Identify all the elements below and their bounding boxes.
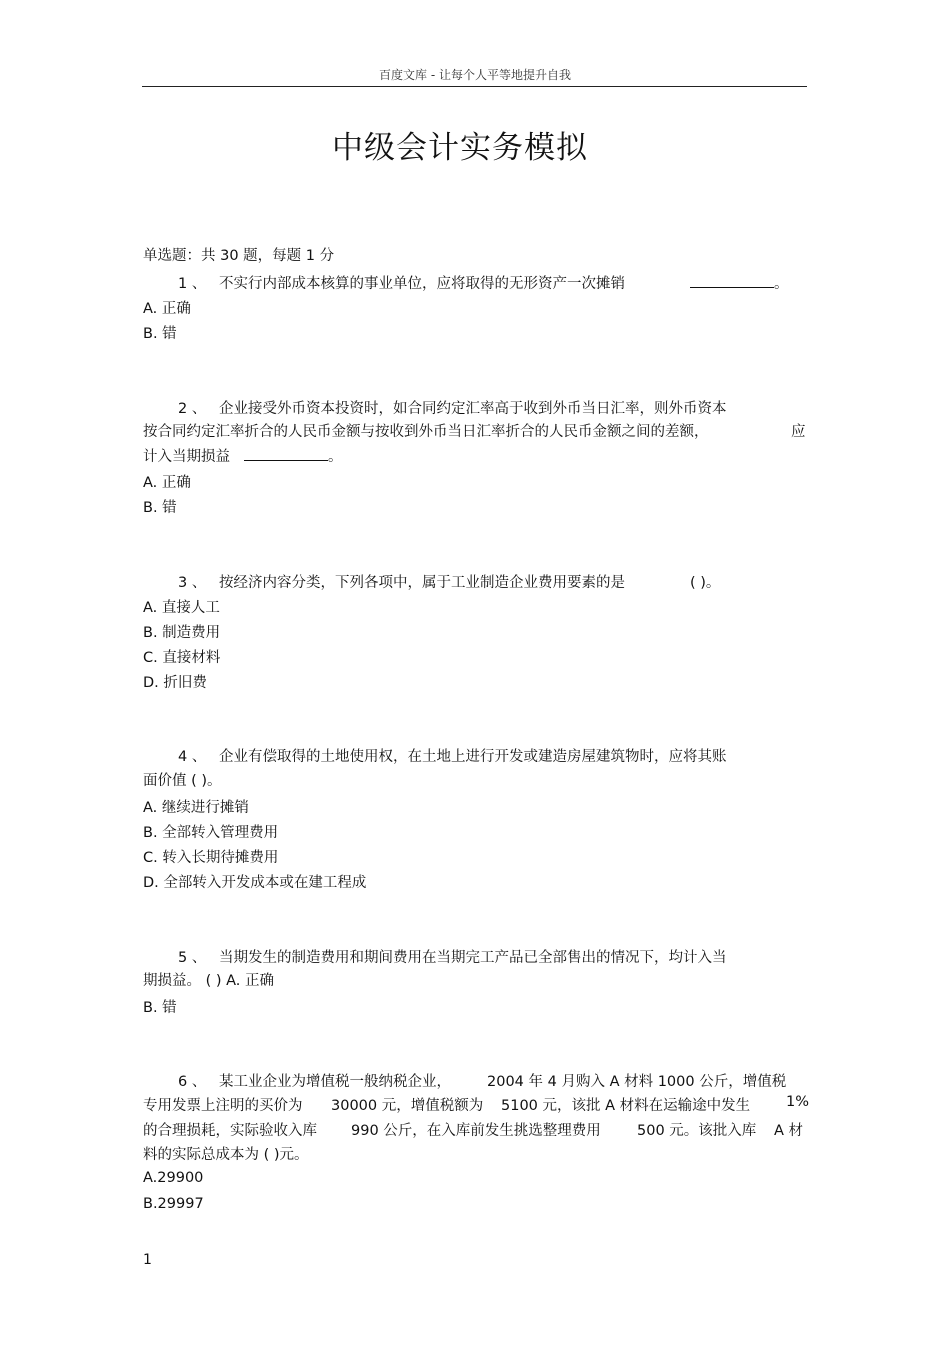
- section-intro: 单选题：共 30 题，每题 1 分: [143, 248, 335, 264]
- q5-option-b: B. 错: [143, 1000, 177, 1016]
- q3-text: 按经济内容分类，下列各项中，属于工业制造企业费用要素的是: [219, 575, 625, 591]
- q4-line2: 面价值 ( )。: [143, 773, 222, 789]
- q2-line3: 计入当期损益 。: [143, 449, 343, 465]
- q5-number: 5 、: [178, 950, 207, 966]
- q6-line3-part4: A 材: [774, 1123, 804, 1139]
- q6-line4: 料的实际总成本为 ( )元。: [143, 1147, 309, 1163]
- q4-number: 4 、: [178, 749, 207, 765]
- q2-option-a: A. 正确: [143, 475, 191, 491]
- q1-blank: 。: [690, 272, 789, 293]
- q2-option-b: B. 错: [143, 500, 177, 516]
- q6-option-b: B.29997: [143, 1196, 204, 1212]
- q4-option-b: B. 全部转入管理费用: [143, 825, 279, 841]
- q6-line2-part4: 1%: [786, 1094, 810, 1110]
- q3-option-b: B. 制造费用: [143, 625, 221, 641]
- q2-line2-end: 应: [791, 424, 806, 440]
- q6-line2-part3: 5100 元，该批 A 材料在运输途中发生: [501, 1098, 751, 1114]
- q2-line1: 企业接受外币资本投资时，如合同约定汇率高于收到外币当日汇率，则外币资本: [219, 401, 727, 417]
- header-divider: [142, 86, 807, 87]
- page-number: 1: [143, 1252, 152, 1268]
- q1-number: 1 、: [178, 276, 207, 292]
- document-title: 中级会计实务模拟: [332, 130, 588, 166]
- q2-number: 2 、: [178, 401, 207, 417]
- page-header: 百度文库 - 让每个人平等地提升自我: [379, 68, 571, 82]
- q3-number: 3 、: [178, 575, 207, 591]
- q4-option-c: C. 转入长期待摊费用: [143, 850, 279, 866]
- q6-line3-part2: 990 公斤，在入库前发生挑选整理费用: [351, 1123, 601, 1139]
- q6-line1-part2: 2004 年 4 月购入 A 材料 1000 公斤，增值税: [487, 1074, 787, 1090]
- q1-option-a: A. 正确: [143, 301, 191, 317]
- q1-option-b: B. 错: [143, 326, 177, 342]
- q6-line3-part3: 500 元。该批入库: [637, 1123, 757, 1139]
- q6-line2-part2: 30000 元，增值税额为: [331, 1098, 484, 1114]
- q3-option-a: A. 直接人工: [143, 600, 220, 616]
- q5-line2: 期损益。 ( ) A. 正确: [143, 973, 275, 989]
- q4-option-d: D. 全部转入开发成本或在建工程成: [143, 875, 367, 891]
- q4-line1: 企业有偿取得的土地使用权，在土地上进行开发或建造房屋建筑物时，应将其账: [219, 749, 727, 765]
- q3-end: ( )。: [690, 575, 721, 591]
- q3-option-c: C. 直接材料: [143, 650, 221, 666]
- q5-line1: 当期发生的制造费用和期间费用在当期完工产品已全部售出的情况下，均计入当: [219, 950, 727, 966]
- q6-line2-part1: 专用发票上注明的买价为: [143, 1098, 303, 1114]
- q1-text: 不实行内部成本核算的事业单位，应将取得的无形资产一次摊销: [219, 276, 625, 292]
- q2-line2: 按合同约定汇率折合的人民币金额与按收到外币当日汇率折合的人民币金额之间的差额，: [143, 424, 709, 440]
- q4-option-a: A. 继续进行摊销: [143, 800, 249, 816]
- q6-number: 6 、: [178, 1074, 207, 1090]
- q6-line3-part1: 的合理损耗，实际验收入库: [143, 1123, 317, 1139]
- q6-line1-part1: 某工业企业为增值税一般纳税企业，: [219, 1074, 451, 1090]
- q6-option-a: A.29900: [143, 1170, 204, 1186]
- q3-option-d: D. 折旧费: [143, 675, 207, 691]
